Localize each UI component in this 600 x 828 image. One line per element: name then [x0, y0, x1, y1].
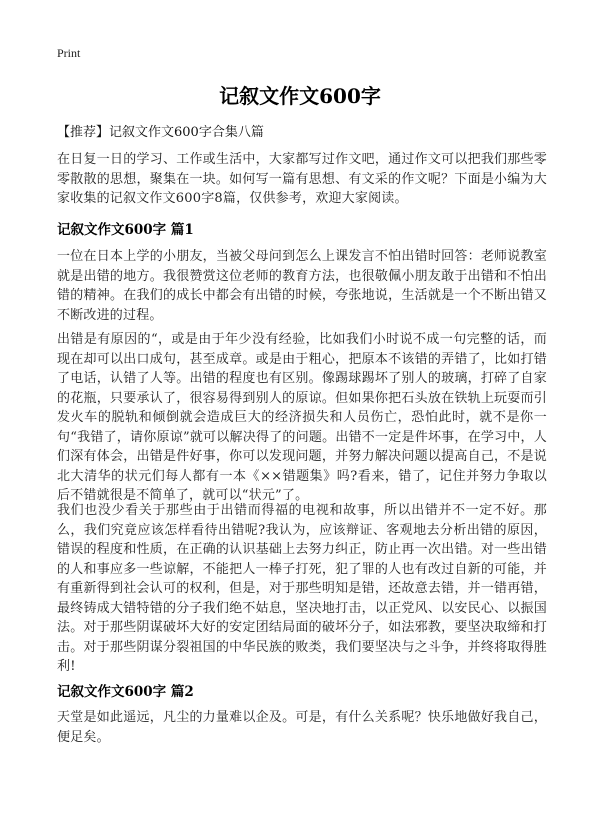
section-heading-2: 记叙文作文600字 篇2 — [57, 684, 194, 700]
section-heading-1: 记叙文作文600字 篇1 — [57, 222, 194, 238]
intro-paragraph: 在日复一日的学习、工作或生活中，大家都写过作文吧，通过作文可以把我们那些零零散散的思想，聚集在一块。如何写一篇有思想、有文采的作文呢？下面是小编为大家收集的记叙文作文600字8篇，仅供参考，欢迎大家阅读。 — [57, 152, 547, 206]
recommend-line: 【推荐】记叙文作文600字合集八篇 — [57, 125, 264, 140]
section-1-paragraph-3: 我们也没少看关于那些由于出错而得福的电视和故事，所以出错并不一定不好。那么，我们究竟应该怎样看待出错呢?我认为，应该辩证、客观地去分析出错的原因，错误的程度和性质，在正确的认识基础上去努力纠正，防止再一次出错。对一些出错的人和事应多一些谅解，不能把人一棒子打死，犯了罪的人也有改过自新的可能，并有重新得到社会认可的权利，但是，对于那些明知是错，还故意去错，并一错再错，最终铸成大错特错的分子我们绝不姑息，坚决地打击，以正党风、以安民心、以振国法。对于那些阴谋破坏大好的安定团结局面的破坏分子，如法邪教，要坚决取缔和打击。对于那些阴谋分裂祖国的中华民族的败类，我们要坚决与之斗争，并终将取得胜利! — [57, 503, 547, 674]
print-link[interactable]: Print — [57, 46, 81, 60]
section-1-paragraph-2: 出错是有原因的“，或是由于年少没有经验，比如我们小时说不成一句完整的话，而现在却可以出口成句，甚至成章。或是由于粗心，把原本不该错的弄错了，比如打错了电话，认错了人等。出错的程度也有区别。像踢球踢坏了别人的玻璃，打碎了自家的花瓶，只要承认了，很容易得到别人的原谅。但如果你把石头放在铁轨上玩耍而引发火车的脱轨和倾倒就会造成巨大的经济损失和人员伤亡，恐怕此时，就不是你一句“我错了，请你原谅”就可以解决得了的问题。出错不一定是件坏事，在学习中，人们深有体会，出错是件好事，你可以发现问题，并努力解决问题以提高自己，不是说北大清华的状元们每人都有一本《××错题集》吗?看来，错了，记住并努力争取以后不错就很是不简单了，就可以“状元”了。 — [57, 332, 547, 503]
section-1-paragraph-1: 一位在日本上学的小朋友，当被父母问到怎么上课发言不怕出错时回答：老师说教室就是出错的地方。我很赞赏这位老师的教育方法，也很敬佩小朋友敢于出错和不怕出错的精神。在我们的成长中都会有出错的时候，夸张地说，生活就是一个不断出错又不断改进的过程。 — [57, 249, 547, 323]
section-2-paragraph-1: 天堂是如此遥远，凡尘的力量难以企及。可是，有什么关系呢？快乐地做好我自己，便足矣。 — [57, 710, 547, 745]
page-title: 记叙文作文600字 — [219, 84, 381, 108]
